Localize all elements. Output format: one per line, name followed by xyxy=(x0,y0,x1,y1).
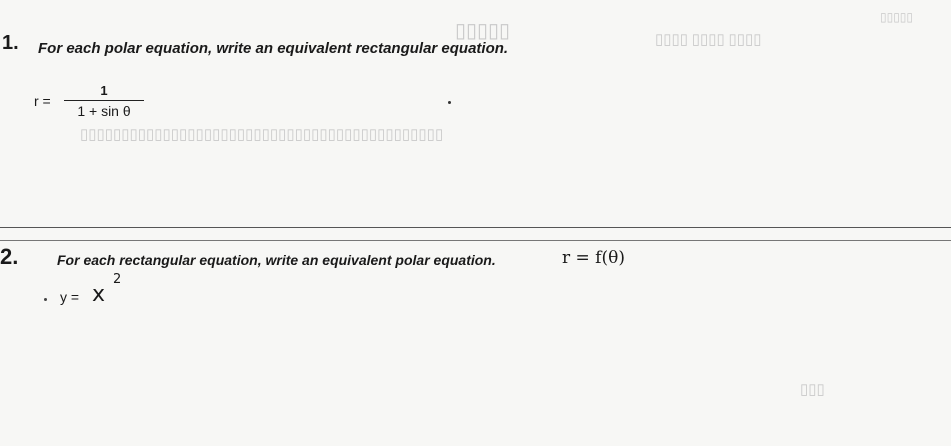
fraction-denominator: 1 + sin θ xyxy=(77,103,131,119)
problem-2-equation-lhs: y = xyxy=(60,289,80,305)
problem-1-number: 1. xyxy=(2,32,19,54)
bleed-through-mark: ▯▯▯▯▯ xyxy=(880,10,914,24)
problem-2-number: 2. xyxy=(0,244,19,269)
problem-1-equation-lhs: r = xyxy=(34,93,51,109)
stray-dot xyxy=(448,101,451,104)
problem-2-prompt: For each rectangular equation, write an equivalent polar equation. xyxy=(57,252,496,268)
problem-2-equation-exponent: 2 xyxy=(113,272,122,287)
section-divider xyxy=(0,227,951,228)
bleed-through-mark: ▯▯▯▯▯▯▯▯▯▯▯▯▯▯▯▯▯▯▯▯▯▯▯▯▯▯▯▯▯▯▯▯▯▯▯▯▯▯▯▯▯▯▯▯ xyxy=(80,127,444,143)
bleed-through-mark: ▯▯▯ xyxy=(800,382,825,398)
section-divider xyxy=(0,240,951,241)
problem-1-prompt: For each polar equation, write an equivalent rectangular equation. xyxy=(38,40,509,57)
problem-2-equation-base: x xyxy=(92,282,106,307)
stray-dot xyxy=(44,298,47,301)
problem-1-fraction xyxy=(64,84,144,119)
handwritten-note: r = f(θ) xyxy=(562,248,625,268)
fraction-numerator: 1 xyxy=(100,83,108,98)
fraction-bar xyxy=(64,100,144,101)
bleed-through-mark: ▯▯▯▯▯ xyxy=(455,20,511,42)
bleed-through-mark: ▯▯▯▯ ▯▯▯▯ ▯▯▯▯ xyxy=(655,32,762,48)
